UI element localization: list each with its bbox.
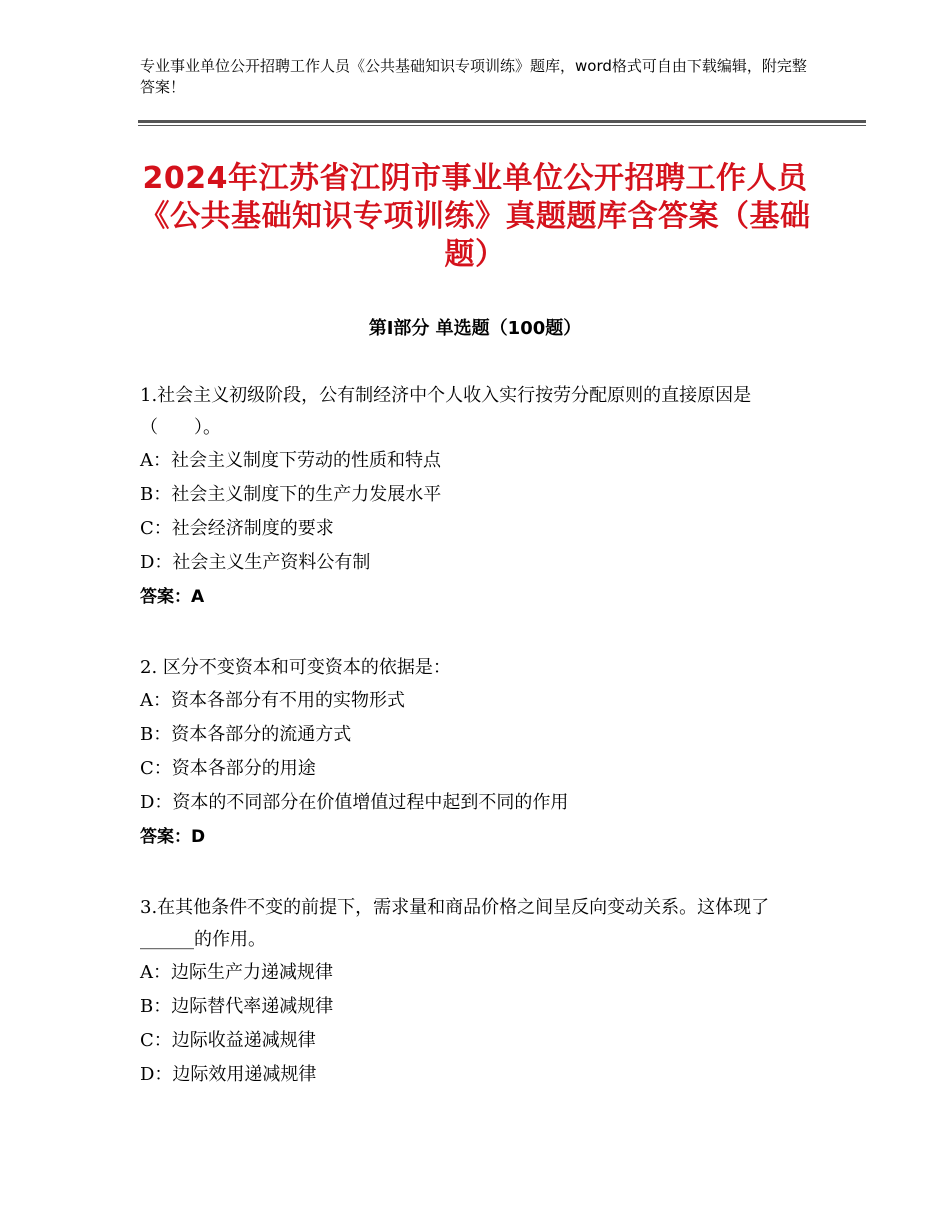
- question-stem: 1.社会主义初级阶段，公有制经济中个人收入实行按劳分配原则的直接原因是（ ）。: [140, 385, 752, 438]
- header-rule-thin: [138, 125, 866, 126]
- answer: 答案：D: [140, 827, 206, 847]
- question-stem: 2. 区分不变资本和可变资本的依据是：: [140, 657, 451, 678]
- option-c: C：资本各部分的用途: [140, 758, 316, 779]
- question-1: [140, 380, 810, 614]
- section-title: 第Ⅰ部分 单选题（100题）: [368, 318, 582, 339]
- option-a: A：资本各部分有不用的实物形式: [140, 690, 405, 711]
- option-a: A：社会主义制度下劳动的性质和特点: [140, 450, 441, 471]
- question-2: [140, 652, 810, 854]
- question-stem: 3.在其他条件不变的前提下，需求量和商品价格之间呈反向变动关系。这体现了______的作用。: [140, 897, 770, 950]
- option-b: B：资本各部分的流通方式: [140, 724, 352, 745]
- option-d: D：边际效用递减规律: [140, 1064, 317, 1085]
- option-b: B：边际替代率递减规律: [140, 996, 334, 1017]
- header-note: 专业事业单位公开招聘工作人员《公共基础知识专项训练》题库，word格式可自由下载编辑，附完整答案！: [140, 57, 807, 96]
- option-a: A：边际生产力递减规律: [140, 962, 333, 983]
- option-c: C：社会经济制度的要求: [140, 518, 334, 539]
- header-rule-thick: [138, 120, 866, 123]
- option-d: D：社会主义生产资料公有制: [140, 552, 371, 573]
- answer: 答案：A: [140, 587, 205, 607]
- option-c: C：边际收益递减规律: [140, 1030, 316, 1051]
- question-3: [140, 892, 810, 1092]
- option-d: D：资本的不同部分在价值增值过程中起到不同的作用: [140, 792, 569, 813]
- option-b: B：社会主义制度下的生产力发展水平: [140, 484, 442, 505]
- page-title: 2024年江苏省江阴市事业单位公开招聘工作人员《公共基础知识专项训练》真题题库含答案（基础题）: [139, 161, 811, 272]
